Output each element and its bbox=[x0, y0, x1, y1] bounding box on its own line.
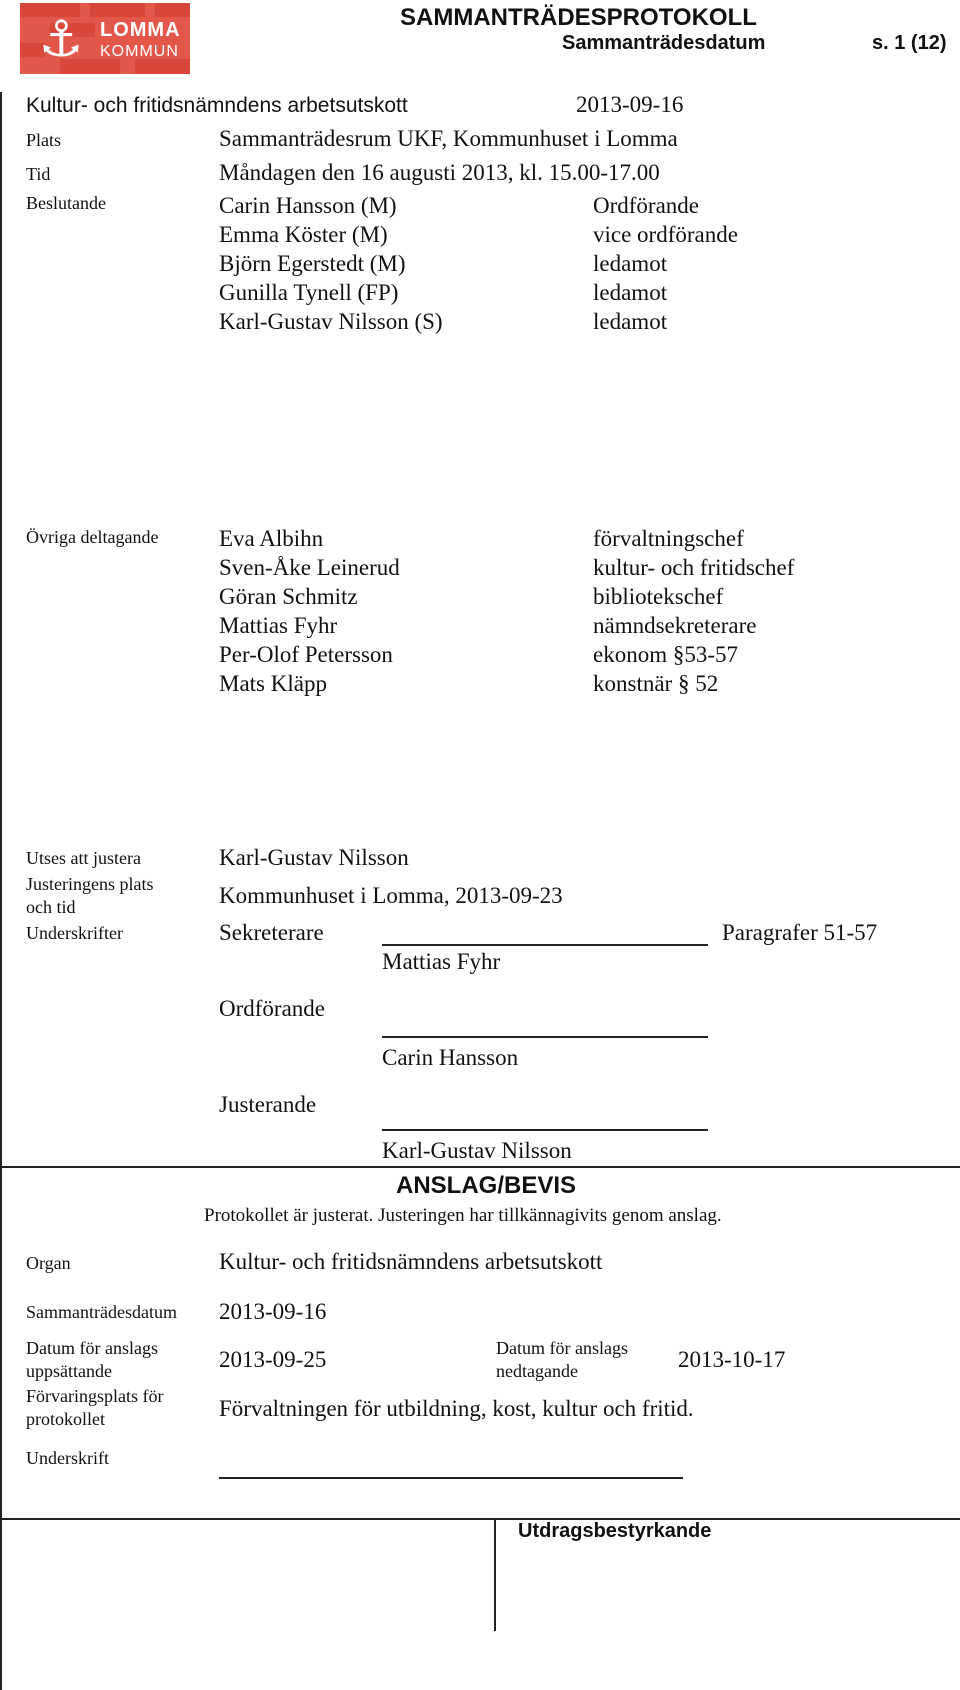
adjuster-name: Karl-Gustav Nilsson bbox=[382, 1138, 572, 1163]
meeting-body: Kultur- och fritidsnämndens arbetsutskott bbox=[26, 94, 408, 117]
chair-name: Carin Hansson bbox=[382, 1045, 519, 1070]
page-number: s. 1 (12) bbox=[872, 32, 947, 54]
signatures-label: Underskrifter bbox=[26, 923, 123, 943]
footer-column-divider bbox=[494, 1518, 496, 1631]
chair-signature-line bbox=[382, 1036, 708, 1038]
removed-date: 2013-10-17 bbox=[678, 1347, 786, 1372]
member-name: Emma Köster (M) bbox=[219, 222, 388, 247]
member-name: Carin Hansson (M) bbox=[219, 193, 397, 218]
notice-title: ANSLAG/BEVIS bbox=[396, 1172, 577, 1199]
participant-name: Per-Olof Petersson bbox=[219, 642, 393, 667]
participant-role: bibliotekschef bbox=[593, 584, 724, 609]
storage-place: Förvaltningen för utbildning, kost, kultur och fritid. bbox=[219, 1396, 694, 1421]
member-role: Ordförande bbox=[593, 193, 700, 218]
participant-role: konstnär § 52 bbox=[593, 671, 719, 696]
anchor-icon: ⚓ bbox=[38, 10, 84, 68]
removed-label-1: Datum för anslags bbox=[496, 1338, 628, 1358]
left-border bbox=[0, 92, 2, 1690]
adjustment-place-label-2: och tid bbox=[26, 897, 76, 917]
storage-label-1: Förvaringsplats för bbox=[26, 1386, 164, 1406]
adjuster-signature-line bbox=[382, 1129, 708, 1131]
extract-certification-label: Utdragsbestyrkande bbox=[518, 1520, 712, 1542]
member-name: Björn Egerstedt (M) bbox=[219, 251, 406, 276]
notice-meeting-date-label: Sammanträdesdatum bbox=[26, 1302, 177, 1322]
meeting-date: 2013-09-16 bbox=[576, 92, 684, 117]
member-name: Karl-Gustav Nilsson (S) bbox=[219, 309, 443, 334]
participant-role: ekonom §53-57 bbox=[593, 642, 739, 667]
participant-role: förvaltningschef bbox=[593, 526, 744, 551]
adjuster-label: Justerande bbox=[219, 1092, 317, 1117]
place-label: Plats bbox=[26, 130, 62, 150]
paragraphs: Paragrafer 51-57 bbox=[722, 920, 878, 945]
notice-text: Protokollet är justerat. Justeringen har tillkännagivits genom anslag. bbox=[204, 1205, 722, 1226]
footer-divider bbox=[0, 1518, 960, 1520]
notice-signature-line bbox=[219, 1477, 683, 1479]
participant-name: Göran Schmitz bbox=[219, 584, 358, 609]
header-date-label: Sammanträdesdatum bbox=[562, 32, 766, 54]
posted-label-1: Datum för anslags bbox=[26, 1338, 158, 1358]
meeting-time: Måndagen den 16 augusti 2013, kl. 15.00-17.00 bbox=[219, 160, 660, 185]
participant-name: Eva Albihn bbox=[219, 526, 324, 551]
meeting-place: Sammanträdesrum UKF, Kommunhuset i Lomma bbox=[219, 126, 678, 151]
time-label: Tid bbox=[26, 164, 51, 184]
logo-word-kommun: KOMMUN bbox=[100, 43, 179, 60]
participant-role: kultur- och fritidschef bbox=[593, 555, 795, 580]
secretary-name: Mattias Fyhr bbox=[382, 949, 501, 974]
logo-word-lomma: LOMMA bbox=[100, 19, 181, 41]
secretary-label: Sekreterare bbox=[219, 920, 324, 945]
participant-name: Mattias Fyhr bbox=[219, 613, 338, 638]
adjustment-place-label-1: Justeringens plats bbox=[26, 874, 154, 894]
organ: Kultur- och fritidsnämndens arbetsutskott bbox=[219, 1249, 603, 1274]
storage-label-2: protokollet bbox=[26, 1409, 105, 1429]
notice-meeting-date: 2013-09-16 bbox=[219, 1299, 327, 1324]
participant-name: Sven-Åke Leinerud bbox=[219, 555, 400, 580]
appointed-adjuster: Karl-Gustav Nilsson bbox=[219, 845, 409, 870]
other-participants-label: Övriga deltagande bbox=[26, 527, 159, 547]
participant-role: nämndsekreterare bbox=[593, 613, 757, 638]
posted-date: 2013-09-25 bbox=[219, 1347, 327, 1372]
adjustment-place: Kommunhuset i Lomma, 2013-09-23 bbox=[219, 883, 563, 908]
member-role: ledamot bbox=[593, 251, 668, 276]
participant-name: Mats Kläpp bbox=[219, 671, 327, 696]
member-role: ledamot bbox=[593, 280, 668, 305]
chair-label: Ordförande bbox=[219, 996, 326, 1021]
notice-divider-top bbox=[0, 1166, 960, 1168]
member-name: Gunilla Tynell (FP) bbox=[219, 280, 399, 305]
decision-makers-label: Beslutande bbox=[26, 193, 106, 213]
organ-label: Organ bbox=[26, 1253, 71, 1273]
notice-signature-label: Underskrift bbox=[26, 1448, 109, 1468]
secretary-signature-line bbox=[382, 944, 708, 946]
appointed-adjuster-label: Utses att justera bbox=[26, 848, 141, 868]
lomma-kommun-logo bbox=[20, 3, 190, 74]
posted-label-2: uppsättande bbox=[26, 1361, 112, 1381]
removed-label-2: nedtagande bbox=[496, 1361, 578, 1381]
document-title: SAMMANTRÄDESPROTOKOLL bbox=[400, 4, 757, 31]
member-role: ledamot bbox=[593, 309, 668, 334]
member-role: vice ordförande bbox=[593, 222, 738, 247]
